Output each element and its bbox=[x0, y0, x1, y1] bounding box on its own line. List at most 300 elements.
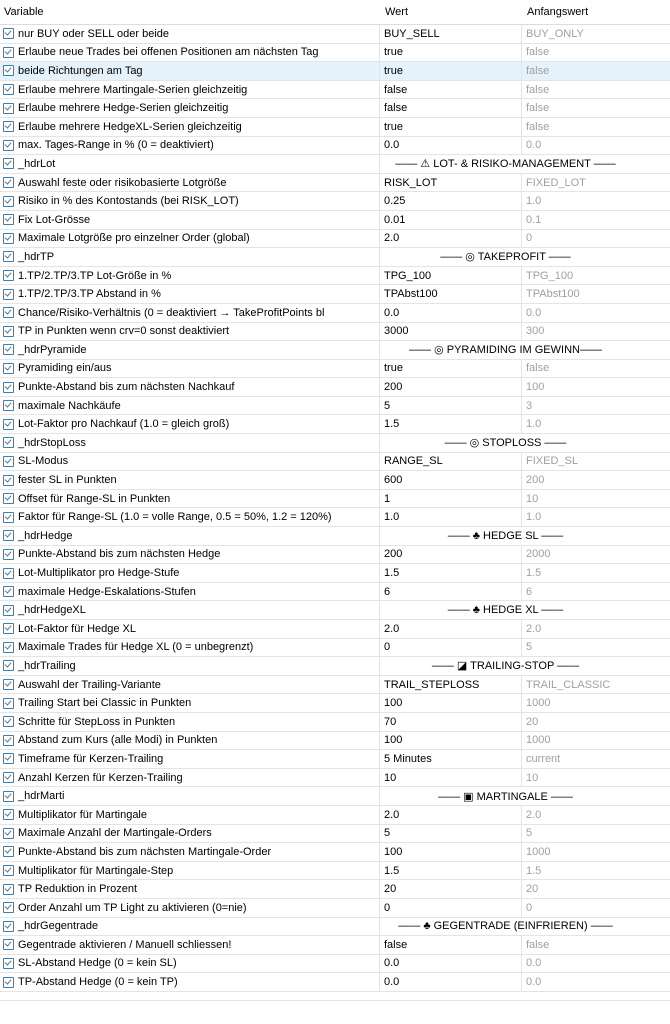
value-cell[interactable] bbox=[381, 378, 522, 396]
section-header-row[interactable] bbox=[0, 434, 670, 453]
section-title: —— ⚠ LOT- & RISIKO-MANAGEMENT —— bbox=[395, 158, 616, 171]
value-cell[interactable] bbox=[381, 750, 522, 768]
variable-name: maximale Nachkäufe bbox=[18, 399, 121, 412]
variable-cell bbox=[0, 267, 380, 285]
table-row[interactable] bbox=[0, 192, 670, 211]
checkbox-checked-icon[interactable] bbox=[3, 344, 14, 355]
checkbox-checked-icon[interactable] bbox=[3, 772, 14, 783]
initial-value: TPG_100 bbox=[526, 269, 574, 282]
current-value: false bbox=[384, 938, 408, 951]
checkbox-checked-icon[interactable] bbox=[3, 475, 14, 486]
table-row[interactable] bbox=[0, 508, 670, 527]
value-cell[interactable] bbox=[381, 973, 522, 991]
value-cell[interactable] bbox=[381, 453, 522, 471]
table-row[interactable] bbox=[0, 955, 670, 974]
variable-name: _hdrHedgeXL bbox=[18, 604, 86, 617]
current-value: true bbox=[384, 120, 403, 133]
initial-value-cell bbox=[523, 378, 670, 396]
variable-name: Trailing Start bei Classic in Punkten bbox=[18, 697, 192, 710]
table-row[interactable] bbox=[0, 99, 670, 118]
variable-cell bbox=[0, 787, 380, 805]
value-cell[interactable] bbox=[381, 360, 522, 378]
initial-value: false bbox=[526, 64, 550, 77]
variable-cell bbox=[0, 825, 380, 843]
current-value: TPAbst100 bbox=[384, 288, 438, 301]
initial-value-cell bbox=[523, 211, 670, 229]
grid-bottom-border bbox=[0, 1000, 670, 1001]
checkbox-checked-icon[interactable] bbox=[3, 660, 14, 671]
value-cell[interactable] bbox=[381, 25, 522, 43]
checkbox-checked-icon[interactable] bbox=[3, 65, 14, 76]
checkbox-checked-icon[interactable] bbox=[3, 753, 14, 764]
value-cell[interactable] bbox=[381, 267, 522, 285]
current-value: 1.5 bbox=[384, 418, 400, 431]
variable-name: Auswahl der Trailing-Variante bbox=[18, 678, 161, 691]
variable-name: Order Anzahl um TP Light zu aktivieren (0=nie) bbox=[18, 901, 247, 914]
value-cell bbox=[381, 248, 670, 266]
table-row[interactable] bbox=[0, 899, 670, 918]
initial-value-cell bbox=[523, 81, 670, 99]
current-value: RISK_LOT bbox=[384, 176, 438, 189]
initial-value: 0 bbox=[526, 232, 533, 245]
value-cell[interactable] bbox=[381, 211, 522, 229]
initial-value-cell bbox=[523, 936, 670, 954]
variable-cell bbox=[0, 713, 380, 731]
value-cell bbox=[381, 918, 670, 936]
checkbox-checked-icon[interactable] bbox=[3, 549, 14, 560]
checkbox-checked-icon[interactable] bbox=[3, 846, 14, 857]
checkbox-checked-icon[interactable] bbox=[3, 586, 14, 597]
variable-name: _hdrMarti bbox=[18, 790, 65, 803]
variable-cell bbox=[0, 378, 380, 396]
section-header-row[interactable] bbox=[0, 341, 670, 360]
initial-value: 0.0 bbox=[526, 957, 542, 970]
initial-value-cell bbox=[523, 267, 670, 285]
variable-name: Punkte-Abstand bis zum nächsten Hedge bbox=[18, 548, 221, 561]
current-value: 20 bbox=[384, 883, 397, 896]
value-cell[interactable] bbox=[381, 99, 522, 117]
variable-cell bbox=[0, 732, 380, 750]
table-row[interactable] bbox=[0, 118, 670, 137]
variable-name: SL-Modus bbox=[18, 455, 69, 468]
section-title: —— ◪ TRAILING-STOP —— bbox=[431, 660, 580, 673]
value-cell[interactable] bbox=[381, 694, 522, 712]
variable-name: TP Reduktion in Prozent bbox=[18, 883, 138, 896]
variable-cell bbox=[0, 564, 380, 582]
checkbox-checked-icon[interactable] bbox=[3, 735, 14, 746]
variable-cell bbox=[0, 936, 380, 954]
section-header-row[interactable] bbox=[0, 155, 670, 174]
current-value: 2.0 bbox=[384, 808, 400, 821]
variable-cell bbox=[0, 862, 380, 880]
current-value: 1.5 bbox=[384, 864, 400, 877]
section-title: —— ♣ HEDGE SL —— bbox=[447, 529, 564, 542]
checkbox-checked-icon[interactable] bbox=[3, 921, 14, 932]
value-cell[interactable] bbox=[381, 546, 522, 564]
section-header-row[interactable] bbox=[0, 601, 670, 620]
checkbox-checked-icon[interactable] bbox=[3, 177, 14, 188]
table-row[interactable] bbox=[0, 639, 670, 658]
variable-cell bbox=[0, 918, 380, 936]
checkbox-checked-icon[interactable] bbox=[3, 493, 14, 504]
current-value: 2.0 bbox=[384, 622, 400, 635]
current-value: 5 bbox=[384, 827, 391, 840]
table-row[interactable] bbox=[0, 546, 670, 565]
table-row[interactable] bbox=[0, 397, 670, 416]
variable-cell bbox=[0, 843, 380, 861]
checkbox-checked-icon[interactable] bbox=[3, 103, 14, 114]
table-row[interactable] bbox=[0, 713, 670, 732]
variable-name: Chance/Risiko-Verhältnis (0 = deaktiviert → TakeProfitPoints bl bbox=[18, 306, 325, 319]
checkbox-checked-icon[interactable] bbox=[3, 419, 14, 430]
initial-value-cell bbox=[523, 99, 670, 117]
value-cell[interactable] bbox=[381, 137, 522, 155]
table-row[interactable] bbox=[0, 267, 670, 286]
column-header-row bbox=[0, 0, 670, 25]
checkbox-checked-icon[interactable] bbox=[3, 270, 14, 281]
table-row[interactable] bbox=[0, 936, 670, 955]
value-cell bbox=[381, 341, 670, 359]
initial-value-cell bbox=[523, 955, 670, 973]
value-cell[interactable] bbox=[381, 862, 522, 880]
checkbox-checked-icon[interactable] bbox=[3, 437, 14, 448]
checkbox-checked-icon[interactable] bbox=[3, 456, 14, 467]
initial-value: 200 bbox=[526, 474, 545, 487]
value-cell[interactable] bbox=[381, 620, 522, 638]
checkbox-checked-icon[interactable] bbox=[3, 568, 14, 579]
value-cell[interactable] bbox=[381, 899, 522, 917]
section-header-row[interactable] bbox=[0, 787, 670, 806]
table-row[interactable] bbox=[0, 583, 670, 602]
table-row[interactable] bbox=[0, 880, 670, 899]
variable-name: maximale Hedge-Eskalations-Stufen bbox=[18, 585, 196, 598]
variable-cell bbox=[0, 285, 380, 303]
variable-name: Maximale Anzahl der Martingale-Orders bbox=[18, 827, 212, 840]
value-cell[interactable] bbox=[381, 806, 522, 824]
table-row[interactable] bbox=[0, 62, 670, 81]
value-cell bbox=[381, 434, 670, 452]
variable-cell bbox=[0, 230, 380, 248]
value-cell[interactable] bbox=[381, 397, 522, 415]
table-row[interactable] bbox=[0, 44, 670, 63]
initial-value: 1.0 bbox=[526, 511, 542, 524]
column-header-variable[interactable]: Variable bbox=[4, 6, 44, 18]
value-cell[interactable] bbox=[381, 564, 522, 582]
checkbox-checked-icon[interactable] bbox=[3, 865, 14, 876]
checkbox-checked-icon[interactable] bbox=[3, 307, 14, 318]
variable-name: Fix Lot-Grösse bbox=[18, 213, 91, 226]
initial-value: 10 bbox=[526, 771, 539, 784]
checkbox-checked-icon[interactable] bbox=[3, 47, 14, 58]
checkbox-checked-icon[interactable] bbox=[3, 791, 14, 802]
initial-value-cell bbox=[523, 44, 670, 62]
checkbox-checked-icon[interactable] bbox=[3, 251, 14, 262]
variable-cell bbox=[0, 620, 380, 638]
value-cell[interactable] bbox=[381, 174, 522, 192]
table-row[interactable] bbox=[0, 973, 670, 992]
initial-value-cell bbox=[523, 694, 670, 712]
checkbox-checked-icon[interactable] bbox=[3, 605, 14, 616]
section-title: —— ♣ HEDGE XL —— bbox=[447, 604, 564, 617]
table-row[interactable] bbox=[0, 490, 670, 509]
checkbox-checked-icon[interactable] bbox=[3, 289, 14, 300]
value-cell[interactable] bbox=[381, 880, 522, 898]
checkbox-checked-icon[interactable] bbox=[3, 828, 14, 839]
column-header-anfangswert[interactable]: Anfangswert bbox=[527, 6, 589, 18]
initial-value-cell bbox=[523, 750, 670, 768]
checkbox-checked-icon[interactable] bbox=[3, 512, 14, 523]
variable-cell bbox=[0, 211, 380, 229]
value-cell[interactable] bbox=[381, 843, 522, 861]
initial-value-cell bbox=[523, 192, 670, 210]
initial-value-cell bbox=[523, 843, 670, 861]
initial-value-cell bbox=[523, 230, 670, 248]
variable-cell bbox=[0, 304, 380, 322]
checkbox-checked-icon[interactable] bbox=[3, 809, 14, 820]
checkbox-checked-icon[interactable] bbox=[3, 530, 14, 541]
value-cell[interactable] bbox=[381, 415, 522, 433]
initial-value-cell bbox=[523, 973, 670, 991]
table-row[interactable] bbox=[0, 564, 670, 583]
initial-value: false bbox=[526, 938, 550, 951]
table-row[interactable] bbox=[0, 750, 670, 769]
current-value: RANGE_SL bbox=[384, 455, 443, 468]
table-row[interactable] bbox=[0, 676, 670, 695]
checkbox-checked-icon[interactable] bbox=[3, 884, 14, 895]
variable-name: Schritte für StepLoss in Punkten bbox=[18, 715, 176, 728]
table-row[interactable] bbox=[0, 843, 670, 862]
variable-name: TP in Punkten wenn crv=0 sonst deaktiviert bbox=[18, 325, 230, 338]
variable-name: _hdrHedge bbox=[18, 529, 73, 542]
checkbox-checked-icon[interactable] bbox=[3, 679, 14, 690]
table-row[interactable] bbox=[0, 620, 670, 639]
variable-cell bbox=[0, 750, 380, 768]
initial-value: false bbox=[526, 120, 550, 133]
section-header-row[interactable] bbox=[0, 248, 670, 267]
table-row[interactable] bbox=[0, 862, 670, 881]
initial-value-cell bbox=[523, 676, 670, 694]
checkbox-checked-icon[interactable] bbox=[3, 214, 14, 225]
variable-name: Erlaube neue Trades bei offenen Positionen am nächsten Tag bbox=[18, 46, 319, 59]
initial-value-cell bbox=[523, 546, 670, 564]
current-value: 100 bbox=[384, 697, 403, 710]
table-row[interactable] bbox=[0, 211, 670, 230]
variable-cell bbox=[0, 490, 380, 508]
checkbox-checked-icon[interactable] bbox=[3, 958, 14, 969]
variable-cell bbox=[0, 118, 380, 136]
initial-value-cell bbox=[523, 25, 670, 43]
table-row[interactable] bbox=[0, 323, 670, 342]
value-cell[interactable] bbox=[381, 508, 522, 526]
initial-value-cell bbox=[523, 583, 670, 601]
value-cell[interactable] bbox=[381, 490, 522, 508]
variable-name: Risiko in % des Kontostands (bei RISK_LOT) bbox=[18, 195, 239, 208]
initial-value-cell bbox=[523, 508, 670, 526]
variable-name: Offset für Range-SL in Punkten bbox=[18, 492, 171, 505]
variable-name: Erlaube mehrere Hedge-Serien gleichzeitig bbox=[18, 102, 229, 115]
value-cell[interactable] bbox=[381, 323, 522, 341]
value-cell[interactable] bbox=[381, 769, 522, 787]
variable-name: Maximale Lotgröße pro einzelner Order (global) bbox=[18, 232, 250, 245]
table-row[interactable] bbox=[0, 81, 670, 100]
value-cell bbox=[381, 787, 670, 805]
variable-cell bbox=[0, 973, 380, 991]
value-cell[interactable] bbox=[381, 230, 522, 248]
current-value: 200 bbox=[384, 381, 403, 394]
current-value: 10 bbox=[384, 771, 397, 784]
initial-value: 1.0 bbox=[526, 195, 542, 208]
variable-cell bbox=[0, 899, 380, 917]
variable-cell bbox=[0, 25, 380, 43]
initial-value: false bbox=[526, 83, 550, 96]
variable-cell bbox=[0, 99, 380, 117]
initial-value-cell bbox=[523, 825, 670, 843]
table-row[interactable] bbox=[0, 825, 670, 844]
table-row[interactable] bbox=[0, 25, 670, 44]
table-row[interactable] bbox=[0, 304, 670, 323]
section-header-row[interactable] bbox=[0, 918, 670, 937]
value-cell[interactable] bbox=[381, 713, 522, 731]
current-value: 1.5 bbox=[384, 567, 400, 580]
table-row[interactable] bbox=[0, 137, 670, 156]
variable-cell bbox=[0, 639, 380, 657]
variable-name: Punkte-Abstand bis zum nächsten Martingale-Order bbox=[18, 845, 272, 858]
current-value: 0.0 bbox=[384, 139, 400, 152]
initial-value: 1.5 bbox=[526, 567, 542, 580]
initial-value: 20 bbox=[526, 883, 539, 896]
variable-name: max. Tages-Range in % (0 = deaktiviert) bbox=[18, 139, 214, 152]
initial-value: 0.0 bbox=[526, 306, 542, 319]
value-cell[interactable] bbox=[381, 676, 522, 694]
checkbox-checked-icon[interactable] bbox=[3, 623, 14, 634]
section-header-row[interactable] bbox=[0, 527, 670, 546]
table-row[interactable] bbox=[0, 806, 670, 825]
checkbox-checked-icon[interactable] bbox=[3, 382, 14, 393]
checkbox-checked-icon[interactable] bbox=[3, 28, 14, 39]
variable-cell bbox=[0, 880, 380, 898]
initial-value-cell bbox=[523, 732, 670, 750]
table-row[interactable] bbox=[0, 230, 670, 249]
variable-cell bbox=[0, 453, 380, 471]
value-cell[interactable] bbox=[381, 471, 522, 489]
variable-cell bbox=[0, 955, 380, 973]
initial-value-cell bbox=[523, 323, 670, 341]
initial-value-cell bbox=[523, 564, 670, 582]
value-cell[interactable] bbox=[381, 936, 522, 954]
initial-value: FIXED_SL bbox=[526, 455, 578, 468]
initial-value-cell bbox=[523, 118, 670, 136]
variable-name: Lot-Faktor für Hedge XL bbox=[18, 622, 137, 635]
section-header-row[interactable] bbox=[0, 657, 670, 676]
initial-value-cell bbox=[523, 415, 670, 433]
value-cell[interactable] bbox=[381, 583, 522, 601]
checkbox-checked-icon[interactable] bbox=[3, 939, 14, 950]
current-value: false bbox=[384, 83, 408, 96]
variable-name: _hdrPyramide bbox=[18, 343, 87, 356]
checkbox-checked-icon[interactable] bbox=[3, 140, 14, 151]
current-value: 5 Minutes bbox=[384, 752, 432, 765]
initial-value-cell bbox=[523, 453, 670, 471]
checkbox-checked-icon[interactable] bbox=[3, 233, 14, 244]
table-row[interactable] bbox=[0, 415, 670, 434]
initial-value-cell bbox=[523, 639, 670, 657]
checkbox-checked-icon[interactable] bbox=[3, 902, 14, 913]
initial-value: FIXED_LOT bbox=[526, 176, 586, 189]
value-cell[interactable] bbox=[381, 62, 522, 80]
variable-cell bbox=[0, 62, 380, 80]
value-cell bbox=[381, 601, 670, 619]
variable-name: Gegentrade aktivieren / Manuell schliessen! bbox=[18, 938, 232, 951]
table-row[interactable] bbox=[0, 694, 670, 713]
table-row[interactable] bbox=[0, 378, 670, 397]
current-value: 0.01 bbox=[384, 213, 406, 226]
variable-cell bbox=[0, 601, 380, 619]
variable-name: Erlaube mehrere HedgeXL-Serien gleichzeitig bbox=[18, 120, 242, 133]
value-cell[interactable] bbox=[381, 304, 522, 322]
current-value: 70 bbox=[384, 715, 397, 728]
table-row[interactable] bbox=[0, 471, 670, 490]
section-title: —— ◎ PYRAMIDING IM GEWINN—— bbox=[409, 344, 602, 357]
checkbox-checked-icon[interactable] bbox=[3, 977, 14, 988]
parameter-rows bbox=[0, 25, 670, 992]
table-row[interactable] bbox=[0, 453, 670, 472]
variable-name: 1.TP/2.TP/3.TP Lot-Größe in % bbox=[18, 269, 172, 282]
checkbox-checked-icon[interactable] bbox=[3, 84, 14, 95]
table-row[interactable] bbox=[0, 732, 670, 751]
initial-value-cell bbox=[523, 490, 670, 508]
checkbox-checked-icon[interactable] bbox=[3, 121, 14, 132]
checkbox-checked-icon[interactable] bbox=[3, 642, 14, 653]
initial-value-cell bbox=[523, 769, 670, 787]
current-value: 1 bbox=[384, 492, 391, 505]
table-row[interactable] bbox=[0, 174, 670, 193]
variable-cell bbox=[0, 694, 380, 712]
initial-value-cell bbox=[523, 620, 670, 638]
checkbox-checked-icon[interactable] bbox=[3, 363, 14, 374]
checkbox-checked-icon[interactable] bbox=[3, 716, 14, 727]
value-cell[interactable] bbox=[381, 44, 522, 62]
value-cell[interactable] bbox=[381, 285, 522, 303]
checkbox-checked-icon[interactable] bbox=[3, 400, 14, 411]
value-cell[interactable] bbox=[381, 192, 522, 210]
value-cell[interactable] bbox=[381, 81, 522, 99]
value-cell[interactable] bbox=[381, 118, 522, 136]
checkbox-checked-icon[interactable] bbox=[3, 698, 14, 709]
initial-value: 0.1 bbox=[526, 213, 542, 226]
current-value: 100 bbox=[384, 734, 403, 747]
initial-value: BUY_ONLY bbox=[526, 27, 584, 40]
variable-cell bbox=[0, 360, 380, 378]
checkbox-checked-icon[interactable] bbox=[3, 326, 14, 337]
column-header-wert[interactable]: Wert bbox=[385, 6, 409, 18]
value-cell[interactable] bbox=[381, 732, 522, 750]
current-value: 600 bbox=[384, 474, 403, 487]
initial-value: 100 bbox=[526, 381, 545, 394]
checkbox-checked-icon[interactable] bbox=[3, 158, 14, 169]
table-row[interactable] bbox=[0, 285, 670, 304]
table-row[interactable] bbox=[0, 360, 670, 379]
value-cell[interactable] bbox=[381, 955, 522, 973]
checkbox-checked-icon[interactable] bbox=[3, 196, 14, 207]
value-cell[interactable] bbox=[381, 825, 522, 843]
value-cell[interactable] bbox=[381, 639, 522, 657]
table-row[interactable] bbox=[0, 769, 670, 788]
variable-cell bbox=[0, 769, 380, 787]
initial-value: 6 bbox=[526, 585, 533, 598]
current-value: 6 bbox=[384, 585, 391, 598]
initial-value: 0 bbox=[526, 901, 533, 914]
current-value: 1.0 bbox=[384, 511, 400, 524]
